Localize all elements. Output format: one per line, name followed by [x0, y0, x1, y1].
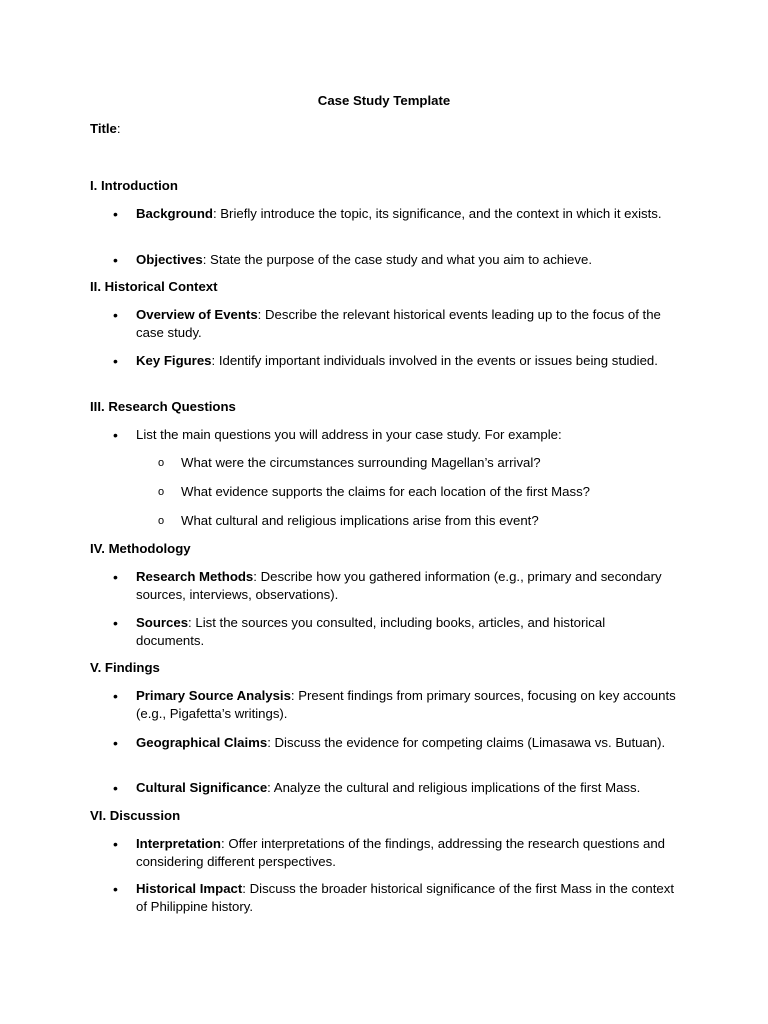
- bullet-icon: •: [113, 780, 118, 796]
- item-text: : State the purpose of the case study and what you aim to achieve.: [202, 252, 592, 267]
- item-text: : Offer interpretations of the findings, addressing the research questions and considering different perspectives.: [136, 836, 666, 869]
- section-heading-research-questions: III. Research Questions: [90, 399, 236, 414]
- item-text: : List the sources you consulted, including books, articles, and historical documents.: [136, 615, 606, 648]
- item-text: : Identify important individuals involved in the events or issues being studied.: [211, 353, 658, 368]
- bullet-icon: •: [113, 353, 118, 369]
- item-text: : Discuss the evidence for competing claims (Limasawa vs. Butuan).: [267, 735, 666, 750]
- list-item-historical-impact: [136, 880, 676, 916]
- bullet-icon: •: [113, 615, 118, 631]
- title-field-label: Title: [90, 121, 117, 136]
- list-item-key-figures: [136, 352, 676, 370]
- bullet-icon: •: [113, 569, 118, 585]
- list-item-main-questions: List the main questions you will address in your case study. For example:: [136, 427, 562, 442]
- item-term: Objectives: [136, 252, 203, 267]
- item-text: : Discuss the broader historical significance of the first Mass in the context of Philippine history.: [136, 881, 674, 914]
- list-item-research-methods: [136, 568, 676, 604]
- item-term: Research Methods: [136, 569, 254, 584]
- list-item-objectives: [136, 251, 676, 269]
- list-item-geographical-claims: [136, 734, 676, 752]
- section-heading-discussion: VI. Discussion: [90, 808, 181, 823]
- sub-bullet-icon: o: [158, 515, 165, 527]
- title-field-separator: :: [116, 121, 121, 136]
- list-item-sources: [136, 614, 676, 650]
- section-heading-introduction: I. Introduction: [90, 178, 178, 193]
- bullet-icon: •: [113, 836, 118, 852]
- item-term: Cultural Significance: [136, 780, 268, 795]
- item-term: Interpretation: [136, 836, 221, 851]
- bullet-icon: •: [113, 688, 118, 704]
- list-item-overview-of-events: [136, 306, 676, 342]
- item-text: : Analyze the cultural and religious implications of the first Mass.: [267, 780, 641, 795]
- bullet-icon: •: [113, 881, 118, 897]
- sub-bullet-icon: o: [158, 457, 165, 469]
- bullet-icon: •: [113, 307, 118, 323]
- section-heading-findings: V. Findings: [90, 660, 160, 675]
- section-heading-historical-context: II. Historical Context: [90, 279, 218, 294]
- sub-list-item: What evidence supports the claims for each location of the first Mass?: [181, 484, 591, 499]
- title-field: [90, 120, 121, 138]
- list-item-background: [136, 205, 676, 223]
- list-item-primary-source-analysis: [136, 687, 676, 723]
- item-text: : Briefly introduce the topic, its significance, and the context in which it exists.: [212, 206, 662, 221]
- bullet-icon: •: [113, 252, 118, 268]
- item-term: Primary Source Analysis: [136, 688, 291, 703]
- list-item-cultural-significance: [136, 779, 676, 797]
- item-text: : Describe how you gathered information (e.g., primary and secondary sources, interviews, observations).: [136, 569, 662, 602]
- bullet-icon: •: [113, 206, 118, 222]
- section-heading-methodology: IV. Methodology: [90, 541, 191, 556]
- item-term: Sources: [136, 615, 189, 630]
- sub-list-item: What were the circumstances surrounding Magellan’s arrival?: [181, 455, 541, 470]
- item-text: : Describe the relevant historical events leading up to the focus of the case study.: [136, 307, 661, 340]
- sub-bullet-icon: o: [158, 486, 165, 498]
- bullet-icon: •: [113, 735, 118, 751]
- document-title: Case Study Template: [317, 93, 451, 108]
- item-term: Background: [136, 206, 213, 221]
- item-term: Overview of Events: [136, 307, 258, 322]
- list-item-interpretation: [136, 835, 676, 871]
- sub-list-item: What cultural and religious implications arise from this event?: [181, 513, 539, 528]
- item-text: : Present findings from primary sources, focusing on key accounts (e.g., Pigafetta’s writings).: [136, 688, 676, 721]
- item-term: Key Figures: [136, 353, 212, 368]
- item-term: Historical Impact: [136, 881, 243, 896]
- item-term: Geographical Claims: [136, 735, 268, 750]
- bullet-icon: •: [113, 427, 118, 443]
